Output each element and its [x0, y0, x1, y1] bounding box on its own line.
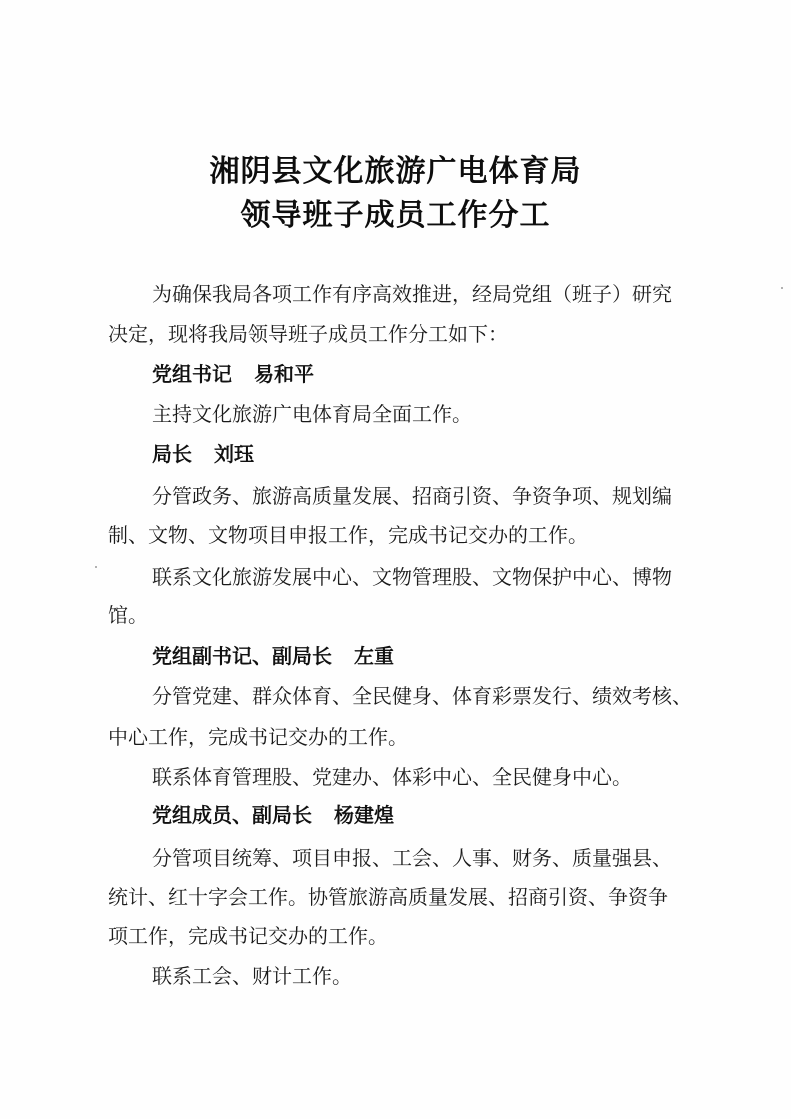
scan-speck — [95, 566, 97, 568]
intro-line-2: 决定，现将我局领导班子成员工作分工如下： — [108, 322, 508, 346]
section-heading-director — [152, 438, 254, 467]
duty-line: 统计、红十字会工作。协管旅游高质量发展、招商引资、争资争 — [108, 885, 668, 909]
scan-speck — [781, 287, 783, 289]
duty-line: 制、文物、文物项目申报工作，完成书记交办的工作。 — [108, 523, 588, 547]
section-heading-secretary — [152, 358, 314, 387]
duty-line: 分管项目统筹、项目申报、工会、人事、财务、质量强县、 — [152, 846, 672, 870]
liaison-line: 联系工会、财计工作。 — [152, 964, 352, 988]
person-name: 杨建煌 — [334, 803, 394, 827]
person-name: 左重 — [354, 644, 394, 668]
document-title-line-1: 湘阴县文化旅游广电体育局 — [209, 154, 582, 189]
duty-line: 中心工作，完成书记交办的工作。 — [108, 725, 408, 749]
duty-line: 项工作，完成书记交办的工作。 — [108, 924, 388, 948]
duty-line: 主持文化旅游广电体育局全面工作。 — [152, 402, 472, 426]
role-label: 党组书记 — [152, 362, 232, 386]
duty-line: 分管党建、群众体育、全民健身、体育彩票发行、绩效考核、 — [152, 684, 692, 708]
role-label: 党组成员、副局长 — [152, 803, 312, 827]
liaison-line: 馆。 — [108, 603, 148, 627]
intro-line-1: 为确保我局各项工作有序高效推进，经局党组（班子）研究 — [152, 282, 672, 306]
role-label: 局长 — [152, 442, 192, 466]
section-heading-deputy-director — [152, 799, 394, 828]
liaison-line: 联系体育管理股、党建办、体彩中心、全民健身中心。 — [152, 765, 632, 789]
duty-line: 分管政务、旅游高质量发展、招商引资、争资争项、规划编 — [152, 484, 672, 508]
liaison-line: 联系文化旅游发展中心、文物管理股、文物保护中心、博物 — [152, 565, 672, 589]
document-title-line-2: 领导班子成员工作分工 — [240, 198, 551, 233]
role-label: 党组副书记、副局长 — [152, 644, 332, 668]
section-heading-deputy-secretary — [152, 640, 394, 669]
person-name: 刘珏 — [214, 442, 254, 466]
person-name: 易和平 — [254, 362, 314, 386]
